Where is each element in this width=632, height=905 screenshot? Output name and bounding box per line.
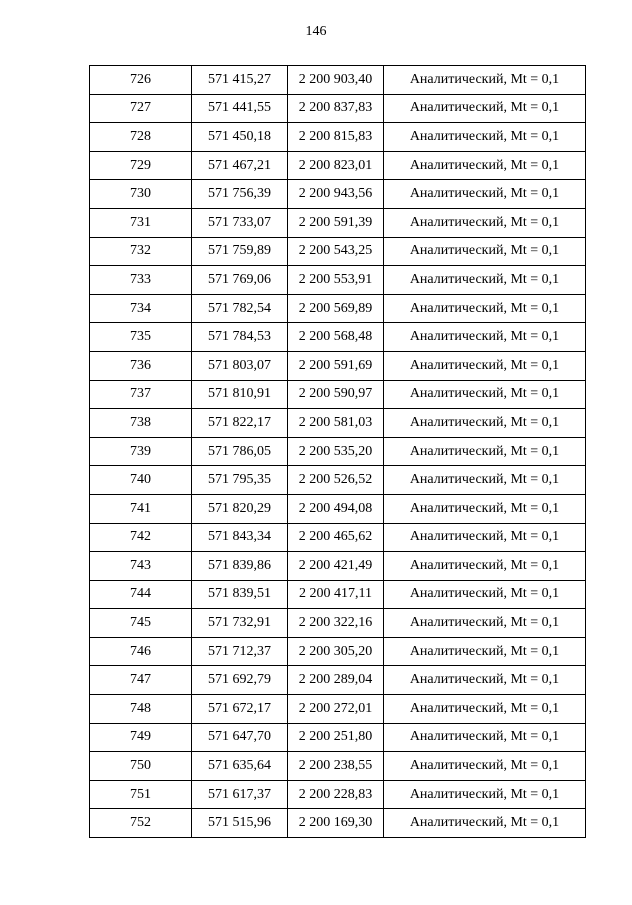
- y-coordinate-cell: 2 200 322,16: [288, 609, 384, 638]
- x-coordinate-cell: 571 822,17: [192, 409, 288, 438]
- table-row: [90, 609, 586, 638]
- x-coordinate-cell: 571 647,70: [192, 723, 288, 752]
- x-coordinate-cell: 571 415,27: [192, 66, 288, 95]
- x-coordinate-cell: 571 756,39: [192, 180, 288, 209]
- y-coordinate-cell: 2 200 169,30: [288, 809, 384, 838]
- y-coordinate-cell: 2 200 238,55: [288, 752, 384, 781]
- point-number-cell: 737: [90, 380, 192, 409]
- coordinates-table-body: [90, 66, 586, 838]
- point-number-cell: 729: [90, 151, 192, 180]
- point-number-cell: 751: [90, 780, 192, 809]
- table-row: [90, 208, 586, 237]
- method-cell: Аналитический, Mt = 0,1: [384, 494, 586, 523]
- point-number-cell: 743: [90, 552, 192, 581]
- y-coordinate-cell: 2 200 569,89: [288, 294, 384, 323]
- y-coordinate-cell: 2 200 465,62: [288, 523, 384, 552]
- x-coordinate-cell: 571 672,17: [192, 695, 288, 724]
- method-cell: Аналитический, Mt = 0,1: [384, 666, 586, 695]
- x-coordinate-cell: 571 769,06: [192, 266, 288, 295]
- point-number-cell: 734: [90, 294, 192, 323]
- x-coordinate-cell: 571 843,34: [192, 523, 288, 552]
- method-cell: Аналитический, Mt = 0,1: [384, 351, 586, 380]
- point-number-cell: 750: [90, 752, 192, 781]
- y-coordinate-cell: 2 200 553,91: [288, 266, 384, 295]
- point-number-cell: 741: [90, 494, 192, 523]
- method-cell: Аналитический, Mt = 0,1: [384, 208, 586, 237]
- y-coordinate-cell: 2 200 590,97: [288, 380, 384, 409]
- table-row: [90, 695, 586, 724]
- x-coordinate-cell: 571 803,07: [192, 351, 288, 380]
- table-row: [90, 752, 586, 781]
- y-coordinate-cell: 2 200 272,01: [288, 695, 384, 724]
- method-cell: Аналитический, Mt = 0,1: [384, 695, 586, 724]
- table-row: [90, 523, 586, 552]
- x-coordinate-cell: 571 759,89: [192, 237, 288, 266]
- table-row: [90, 180, 586, 209]
- table-row: [90, 780, 586, 809]
- y-coordinate-cell: 2 200 943,56: [288, 180, 384, 209]
- method-cell: Аналитический, Mt = 0,1: [384, 266, 586, 295]
- method-cell: Аналитический, Mt = 0,1: [384, 66, 586, 95]
- point-number-cell: 728: [90, 123, 192, 152]
- x-coordinate-cell: 571 820,29: [192, 494, 288, 523]
- method-cell: Аналитический, Mt = 0,1: [384, 723, 586, 752]
- y-coordinate-cell: 2 200 289,04: [288, 666, 384, 695]
- x-coordinate-cell: 571 515,96: [192, 809, 288, 838]
- point-number-cell: 748: [90, 695, 192, 724]
- point-number-cell: 732: [90, 237, 192, 266]
- x-coordinate-cell: 571 733,07: [192, 208, 288, 237]
- method-cell: Аналитический, Mt = 0,1: [384, 94, 586, 123]
- x-coordinate-cell: 571 617,37: [192, 780, 288, 809]
- point-number-cell: 749: [90, 723, 192, 752]
- x-coordinate-cell: 571 810,91: [192, 380, 288, 409]
- x-coordinate-cell: 571 732,91: [192, 609, 288, 638]
- method-cell: Аналитический, Mt = 0,1: [384, 123, 586, 152]
- method-cell: Аналитический, Mt = 0,1: [384, 237, 586, 266]
- point-number-cell: 744: [90, 580, 192, 609]
- x-coordinate-cell: 571 839,51: [192, 580, 288, 609]
- y-coordinate-cell: 2 200 228,83: [288, 780, 384, 809]
- method-cell: Аналитический, Mt = 0,1: [384, 294, 586, 323]
- method-cell: Аналитический, Mt = 0,1: [384, 437, 586, 466]
- table-row: [90, 380, 586, 409]
- point-number-cell: 731: [90, 208, 192, 237]
- x-coordinate-cell: 571 635,64: [192, 752, 288, 781]
- point-number-cell: 739: [90, 437, 192, 466]
- table-row: [90, 351, 586, 380]
- y-coordinate-cell: 2 200 526,52: [288, 466, 384, 495]
- method-cell: Аналитический, Mt = 0,1: [384, 780, 586, 809]
- y-coordinate-cell: 2 200 837,83: [288, 94, 384, 123]
- method-cell: Аналитический, Mt = 0,1: [384, 637, 586, 666]
- table-row: [90, 294, 586, 323]
- point-number-cell: 740: [90, 466, 192, 495]
- table-row: [90, 466, 586, 495]
- table-row: [90, 409, 586, 438]
- point-number-cell: 738: [90, 409, 192, 438]
- table-row: [90, 323, 586, 352]
- y-coordinate-cell: 2 200 591,69: [288, 351, 384, 380]
- table-row: [90, 94, 586, 123]
- point-number-cell: 745: [90, 609, 192, 638]
- y-coordinate-cell: 2 200 417,11: [288, 580, 384, 609]
- point-number-cell: 736: [90, 351, 192, 380]
- y-coordinate-cell: 2 200 251,80: [288, 723, 384, 752]
- table-row: [90, 723, 586, 752]
- point-number-cell: 752: [90, 809, 192, 838]
- method-cell: Аналитический, Mt = 0,1: [384, 409, 586, 438]
- y-coordinate-cell: 2 200 823,01: [288, 151, 384, 180]
- x-coordinate-cell: 571 795,35: [192, 466, 288, 495]
- coordinates-table: [89, 65, 586, 838]
- table-row: [90, 809, 586, 838]
- y-coordinate-cell: 2 200 535,20: [288, 437, 384, 466]
- x-coordinate-cell: 571 786,05: [192, 437, 288, 466]
- point-number-cell: 727: [90, 94, 192, 123]
- table-row: [90, 637, 586, 666]
- y-coordinate-cell: 2 200 581,03: [288, 409, 384, 438]
- table-row: [90, 494, 586, 523]
- method-cell: Аналитический, Mt = 0,1: [384, 466, 586, 495]
- table-row: [90, 580, 586, 609]
- table-row: [90, 237, 586, 266]
- y-coordinate-cell: 2 200 591,39: [288, 208, 384, 237]
- y-coordinate-cell: 2 200 903,40: [288, 66, 384, 95]
- y-coordinate-cell: 2 200 494,08: [288, 494, 384, 523]
- point-number-cell: 733: [90, 266, 192, 295]
- x-coordinate-cell: 571 450,18: [192, 123, 288, 152]
- table-row: [90, 66, 586, 95]
- x-coordinate-cell: 571 784,53: [192, 323, 288, 352]
- x-coordinate-cell: 571 712,37: [192, 637, 288, 666]
- method-cell: Аналитический, Mt = 0,1: [384, 580, 586, 609]
- point-number-cell: 735: [90, 323, 192, 352]
- method-cell: Аналитический, Mt = 0,1: [384, 752, 586, 781]
- point-number-cell: 726: [90, 66, 192, 95]
- method-cell: Аналитический, Mt = 0,1: [384, 380, 586, 409]
- point-number-cell: 747: [90, 666, 192, 695]
- method-cell: Аналитический, Mt = 0,1: [384, 323, 586, 352]
- x-coordinate-cell: 571 441,55: [192, 94, 288, 123]
- x-coordinate-cell: 571 782,54: [192, 294, 288, 323]
- table-row: [90, 666, 586, 695]
- table-row: [90, 552, 586, 581]
- y-coordinate-cell: 2 200 815,83: [288, 123, 384, 152]
- y-coordinate-cell: 2 200 568,48: [288, 323, 384, 352]
- table-row: [90, 266, 586, 295]
- point-number-cell: 746: [90, 637, 192, 666]
- point-number-cell: 730: [90, 180, 192, 209]
- method-cell: Аналитический, Mt = 0,1: [384, 552, 586, 581]
- table-row: [90, 437, 586, 466]
- y-coordinate-cell: 2 200 543,25: [288, 237, 384, 266]
- page-number: 146: [305, 24, 327, 39]
- x-coordinate-cell: 571 839,86: [192, 552, 288, 581]
- y-coordinate-cell: 2 200 421,49: [288, 552, 384, 581]
- table-row: [90, 123, 586, 152]
- x-coordinate-cell: 571 692,79: [192, 666, 288, 695]
- y-coordinate-cell: 2 200 305,20: [288, 637, 384, 666]
- x-coordinate-cell: 571 467,21: [192, 151, 288, 180]
- method-cell: Аналитический, Mt = 0,1: [384, 609, 586, 638]
- method-cell: Аналитический, Mt = 0,1: [384, 523, 586, 552]
- point-number-cell: 742: [90, 523, 192, 552]
- table-row: [90, 151, 586, 180]
- method-cell: Аналитический, Mt = 0,1: [384, 151, 586, 180]
- method-cell: Аналитический, Mt = 0,1: [384, 809, 586, 838]
- method-cell: Аналитический, Mt = 0,1: [384, 180, 586, 209]
